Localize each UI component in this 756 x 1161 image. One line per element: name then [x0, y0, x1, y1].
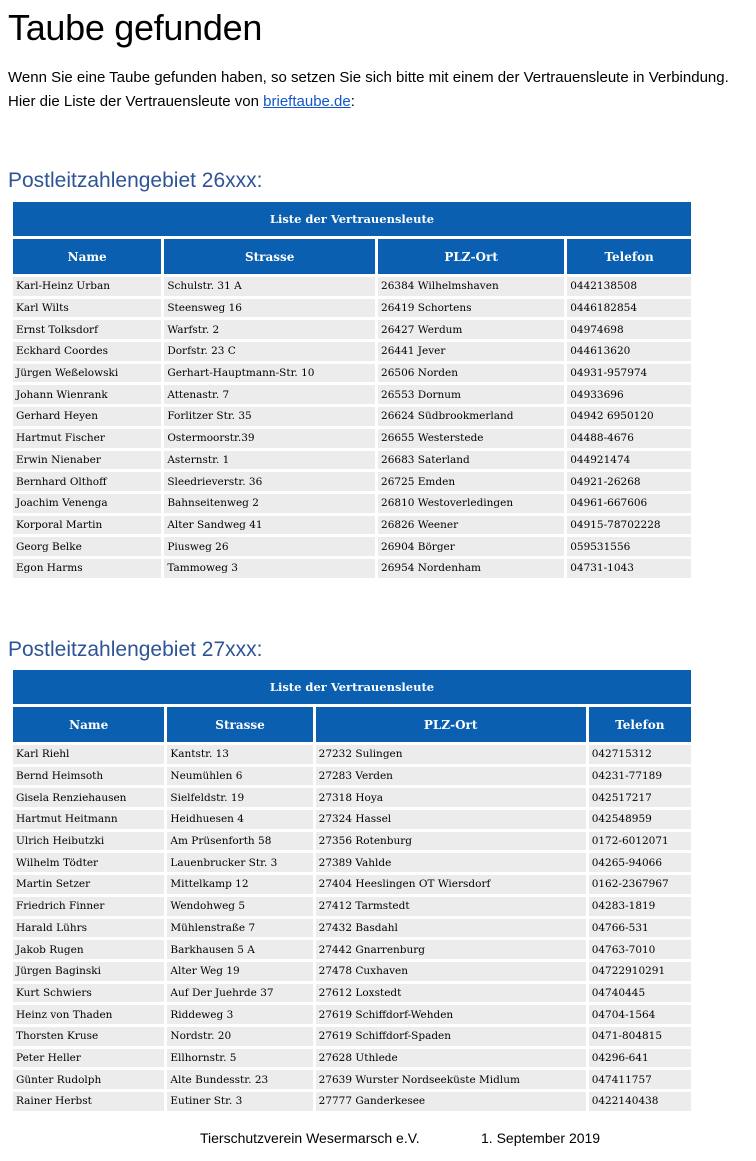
cell-street: Alter Weg 19: [167, 962, 312, 981]
cell-street: Auf Der Juehrde 37: [167, 984, 312, 1003]
cell-name: Gerhard Heyen: [13, 407, 161, 426]
cell-street: Kantstr. 13: [167, 745, 312, 764]
cell-name: Erwin Nienaber: [13, 451, 161, 470]
table-row: [13, 277, 691, 296]
cell-street: Tammoweg 3: [164, 559, 375, 578]
table-title: Liste der Vertrauensleute: [13, 670, 691, 704]
cell-plz-ort: 26427 Werdum: [378, 320, 564, 339]
cell-plz-ort: 27404 Heeslingen OT Wiersdorf: [316, 875, 586, 894]
table-row: [13, 940, 691, 959]
cell-plz-ort: 26725 Emden: [378, 472, 564, 491]
table-row: [13, 1027, 691, 1046]
cell-street: Forlitzer Str. 35: [164, 407, 375, 426]
footer-organization: Tierschutzverein Wesermarsch e.V.: [200, 1130, 420, 1146]
cell-plz-ort: 26683 Saterland: [378, 451, 564, 470]
cell-phone: 04931-957974: [567, 364, 691, 383]
cell-phone: 04722910291: [589, 962, 691, 981]
cell-name: Wilhelm Tödter: [13, 853, 164, 872]
table-row: [13, 1092, 691, 1111]
cell-name: Kurt Schwiers: [13, 984, 164, 1003]
cell-street: Alter Sandweg 41: [164, 516, 375, 535]
cell-plz-ort: 27412 Tarmstedt: [316, 897, 586, 916]
cell-plz-ort: 26441 Jever: [378, 342, 564, 361]
cell-plz-ort: 27432 Basdahl: [316, 919, 586, 938]
cell-phone: 0471-804815: [589, 1027, 691, 1046]
cell-phone: 04961-667606: [567, 494, 691, 513]
cell-name: Korporal Martin: [13, 516, 161, 535]
cell-name: Peter Heller: [13, 1049, 164, 1068]
cell-plz-ort: 27283 Verden: [316, 767, 586, 786]
cell-street: Piusweg 26: [164, 537, 375, 556]
table-row: [13, 451, 691, 470]
cell-street: Nordstr. 20: [167, 1027, 312, 1046]
table-row: [13, 537, 691, 556]
table-row: [13, 745, 691, 764]
cell-plz-ort: 26954 Nordenham: [378, 559, 564, 578]
cell-plz-ort: 27356 Rotenburg: [316, 832, 586, 851]
cell-phone: 04231-77189: [589, 767, 691, 786]
table-row: [13, 1049, 691, 1068]
cell-phone: 04740445: [589, 984, 691, 1003]
cell-name: Joachim Venenga: [13, 494, 161, 513]
table-row: [13, 962, 691, 981]
cell-street: Heidhuesen 4: [167, 810, 312, 829]
cell-plz-ort: 26810 Westoverledingen: [378, 494, 564, 513]
cell-street: Am Prüsenforth 58: [167, 832, 312, 851]
cell-phone: 04921-26268: [567, 472, 691, 491]
cell-phone: 0422140438: [589, 1092, 691, 1111]
cell-phone: 04296-641: [589, 1049, 691, 1068]
column-header-plz-ort: PLZ-Ort: [316, 707, 586, 742]
cell-plz-ort: 27478 Cuxhaven: [316, 962, 586, 981]
cell-plz-ort: 26826 Weener: [378, 516, 564, 535]
cell-name: Ernst Tolksdorf: [13, 320, 161, 339]
cell-phone: 047411757: [589, 1070, 691, 1089]
column-header-plz-ort: PLZ-Ort: [378, 239, 564, 274]
column-header-name: Name: [13, 239, 161, 274]
cell-phone: 04766-531: [589, 919, 691, 938]
table-row: [13, 788, 691, 807]
cell-street: Mühlenstraße 7: [167, 919, 312, 938]
cell-phone: 044613620: [567, 342, 691, 361]
cell-street: Ostermoorstr.39: [164, 429, 375, 448]
cell-phone: 0172-6012071: [589, 832, 691, 851]
cell-street: Ellhornstr. 5: [167, 1049, 312, 1068]
cell-phone: 04265-94066: [589, 853, 691, 872]
cell-name: Eckhard Coordes: [13, 342, 161, 361]
cell-plz-ort: 27619 Schiffdorf-Wehden: [316, 1005, 586, 1024]
table-row: [13, 385, 691, 404]
cell-street: Riddeweg 3: [167, 1005, 312, 1024]
cell-plz-ort: 26384 Wilhelmshaven: [378, 277, 564, 296]
cell-street: Wendohweg 5: [167, 897, 312, 916]
table-row: [13, 919, 691, 938]
cell-phone: 0446182854: [567, 299, 691, 318]
intro-text: [8, 66, 753, 114]
cell-plz-ort: 27389 Vahlde: [316, 853, 586, 872]
cell-name: Jürgen Baginski: [13, 962, 164, 981]
table-row: [13, 320, 691, 339]
cell-street: Sleedrieverstr. 36: [164, 472, 375, 491]
cell-name: Karl-Heinz Urban: [13, 277, 161, 296]
cell-name: Georg Belke: [13, 537, 161, 556]
cell-phone: 04763-7010: [589, 940, 691, 959]
table-row: [13, 832, 691, 851]
cell-name: Jakob Rugen: [13, 940, 164, 959]
cell-phone: 044921474: [567, 451, 691, 470]
table-row: [13, 984, 691, 1003]
cell-name: Karl Wilts: [13, 299, 161, 318]
cell-phone: 059531556: [567, 537, 691, 556]
cell-phone: 042715312: [589, 745, 691, 764]
cell-street: Warfstr. 2: [164, 320, 375, 339]
intro-line-2-prefix: Hier die Liste der Vertrauensleute von: [8, 93, 264, 110]
cell-name: Bernd Heimsoth: [13, 767, 164, 786]
cell-name: Heinz von Thaden: [13, 1005, 164, 1024]
page-title: Taube gefunden: [8, 7, 263, 48]
cell-street: Sielfeldstr. 19: [167, 788, 312, 807]
section-heading-26xxx: Postleitzahlengebiet 26xxx:: [8, 169, 263, 192]
cell-plz-ort: 27318 Hoya: [316, 788, 586, 807]
cell-plz-ort: 26506 Norden: [378, 364, 564, 383]
cell-phone: 04942 6950120: [567, 407, 691, 426]
table-row: [13, 559, 691, 578]
table-row: [13, 299, 691, 318]
cell-name: Bernhard Olthoff: [13, 472, 161, 491]
cell-plz-ort: 27628 Uthlede: [316, 1049, 586, 1068]
trustee-table-26xxx: [10, 199, 694, 581]
cell-name: Gisela Renziehausen: [13, 788, 164, 807]
cell-phone: 0442138508: [567, 277, 691, 296]
table-row: [13, 364, 691, 383]
table-row: [13, 853, 691, 872]
cell-phone: 04915-78702228: [567, 516, 691, 535]
cell-plz-ort: 27639 Wurster Nordseeküste Midlum: [316, 1070, 586, 1089]
footer-date: 1. September 2019: [481, 1130, 601, 1146]
cell-name: Egon Harms: [13, 559, 161, 578]
cell-phone: 0162-2367967: [589, 875, 691, 894]
cell-phone: 04731-1043: [567, 559, 691, 578]
cell-plz-ort: 26655 Westerstede: [378, 429, 564, 448]
table-row: [13, 472, 691, 491]
cell-phone: 042517217: [589, 788, 691, 807]
column-header-street: Strasse: [167, 707, 312, 742]
cell-street: Barkhausen 5 A: [167, 940, 312, 959]
cell-name: Karl Riehl: [13, 745, 164, 764]
cell-plz-ort: 27324 Hassel: [316, 810, 586, 829]
cell-street: Neumühlen 6: [167, 767, 312, 786]
column-header-name: Name: [13, 707, 164, 742]
cell-plz-ort: 27442 Gnarrenburg: [316, 940, 586, 959]
table-row: [13, 875, 691, 894]
table-row: [13, 1070, 691, 1089]
cell-plz-ort: 27619 Schiffdorf-Spaden: [316, 1027, 586, 1046]
cell-street: Alte Bundesstr. 23: [167, 1070, 312, 1089]
cell-plz-ort: 27612 Loxstedt: [316, 984, 586, 1003]
cell-phone: 042548959: [589, 810, 691, 829]
cell-phone: 04488-4676: [567, 429, 691, 448]
cell-name: Thorsten Kruse: [13, 1027, 164, 1046]
cell-name: Hartmut Fischer: [13, 429, 161, 448]
cell-plz-ort: 26419 Schortens: [378, 299, 564, 318]
intro-line-1: Wenn Sie eine Taube gefunden haben, so setzen Sie sich bitte mit einem der Vertrauensleute in Verbindung.: [8, 69, 729, 86]
cell-plz-ort: 26904 Börger: [378, 537, 564, 556]
cell-street: Steensweg 16: [164, 299, 375, 318]
table-row: [13, 516, 691, 535]
cell-name: Harald Lührs: [13, 919, 164, 938]
section-heading-27xxx: Postleitzahlengebiet 27xxx:: [8, 638, 263, 661]
cell-name: Friedrich Finner: [13, 897, 164, 916]
table-row: [13, 429, 691, 448]
cell-name: Martin Setzer: [13, 875, 164, 894]
cell-street: Schulstr. 31 A: [164, 277, 375, 296]
cell-name: Ulrich Heibutzki: [13, 832, 164, 851]
intro-line-2-suffix: :: [350, 93, 355, 110]
cell-name: Günter Rudolph: [13, 1070, 164, 1089]
cell-street: Eutiner Str. 3: [167, 1092, 312, 1111]
table-row: [13, 494, 691, 513]
cell-phone: 04974698: [567, 320, 691, 339]
cell-plz-ort: 27777 Ganderkesee: [316, 1092, 586, 1111]
table-row: [13, 810, 691, 829]
table-row: [13, 767, 691, 786]
cell-phone: 04704-1564: [589, 1005, 691, 1024]
cell-street: Gerhart-Hauptmann-Str. 10: [164, 364, 375, 383]
cell-street: Mittelkamp 12: [167, 875, 312, 894]
cell-street: Bahnseitenweg 2: [164, 494, 375, 513]
table-row: [13, 897, 691, 916]
table-title: Liste der Vertrauensleute: [13, 202, 691, 236]
table-row: [13, 342, 691, 361]
column-header-phone: Telefon: [589, 707, 691, 742]
cell-phone: 04283-1819: [589, 897, 691, 916]
column-header-street: Strasse: [164, 239, 375, 274]
cell-street: Dorfstr. 23 C: [164, 342, 375, 361]
cell-street: Asternstr. 1: [164, 451, 375, 470]
table-row: [13, 1005, 691, 1024]
cell-phone: 04933696: [567, 385, 691, 404]
trustee-table-27xxx: [10, 667, 694, 1114]
cell-plz-ort: 26624 Südbrookmerland: [378, 407, 564, 426]
cell-name: Johann Wienrank: [13, 385, 161, 404]
cell-name: Rainer Herbst: [13, 1092, 164, 1111]
cell-street: Lauenbrucker Str. 3: [167, 853, 312, 872]
column-header-phone: Telefon: [567, 239, 691, 274]
cell-street: Attenastr. 7: [164, 385, 375, 404]
cell-plz-ort: 27232 Sulingen: [316, 745, 586, 764]
brieftaube-link[interactable]: brieftaube.de: [263, 93, 351, 110]
table-row: [13, 407, 691, 426]
cell-name: Jürgen Weßelowski: [13, 364, 161, 383]
cell-plz-ort: 26553 Dornum: [378, 385, 564, 404]
cell-name: Hartmut Heitmann: [13, 810, 164, 829]
